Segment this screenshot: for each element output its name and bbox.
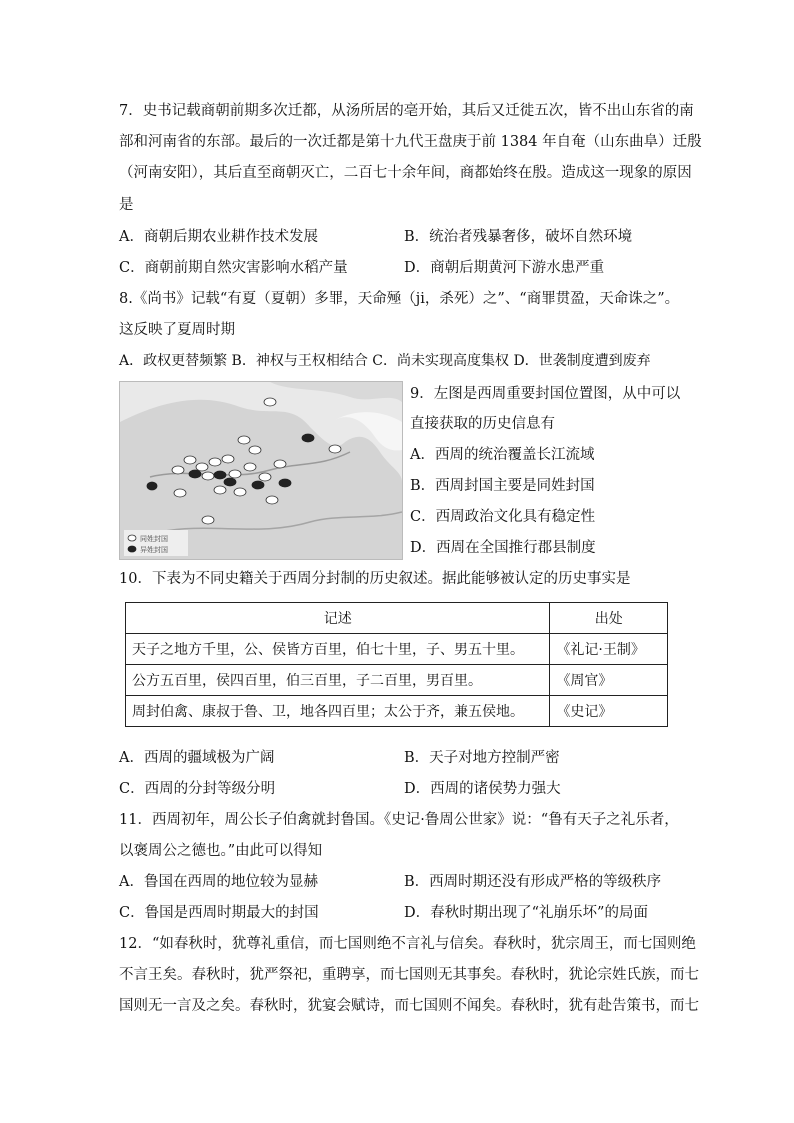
table-cell-source: 《周官》 [550, 665, 668, 696]
q11-option-c: C．鲁国是西周时期最大的封国 [119, 905, 319, 921]
q7-option-a: A．商朝后期农业耕作技术发展 [119, 229, 318, 245]
q10-option-d: D．西周的诸侯势力强大 [404, 781, 561, 797]
q9-line-1: 9．左图是西周重要封国位置图，从中可以 [410, 386, 681, 402]
q10-option-b: B．天子对地方控制严密 [404, 750, 560, 766]
q9-option-d: D．西周在全国推行郡县制度 [410, 540, 596, 556]
q12-line-3: 国则无一言及之矣。春秋时，犹宴会赋诗，而七国则不闻矣。春秋时，犹有赴告策书，而七 [119, 998, 699, 1014]
q11-line-2: 以褒周公之德也。”由此可以得知 [119, 843, 323, 859]
q12-line-1: 12．“如春秋时，犹尊礼重信，而七国则绝不言礼与信矣。春秋时，犹宗周王，而七国则绝 [119, 936, 696, 952]
map-legend [124, 530, 188, 556]
q7-line-4: 是 [119, 197, 134, 213]
q10-option-c: C．西周的分封等级分明 [119, 781, 276, 797]
q9-option-a: A．西周的统治覆盖长江流域 [410, 447, 595, 463]
q11-line-1: 11．西周初年，周公长子伯禽就封鲁国。《史记·鲁周公世家》说：“鲁有天子之礼乐者， [119, 812, 679, 828]
q9-option-c: C．西周政治文化具有稳定性 [410, 509, 596, 525]
table-cell-source: 《史记》 [550, 696, 668, 727]
q11-option-b: B．西周时期还没有形成严格的等级秩序 [404, 874, 662, 890]
q10-option-a: A．西周的疆域极为广阔 [119, 750, 275, 766]
map-graphic [120, 382, 402, 559]
table-cell-narrative: 周封伯禽、康叔于鲁、卫，地各四百里；太公于齐，兼五侯地。 [126, 696, 550, 727]
table-cell-narrative: 天子之地方千里，公、侯皆方百里，伯七十里，子、男五十里。 [126, 634, 550, 665]
q8-line-1: 8.《尚书》记载“有夏（夏朝）多罪，天命殛（ji，杀死）之”、“商罪贯盈，天命诛之”。 [119, 291, 680, 307]
q7-line-3: （河南安阳），其后直至商朝灭亡，二百七十余年间，商都始终在殷。造成这一现象的原因 [119, 165, 692, 181]
q7-option-c: C．商朝前期自然灾害影响水稻产量 [119, 260, 348, 276]
q10-stem: 10．下表为不同史籍关于西周分封制的历史叙述。据此能够被认定的历史事实是 [119, 571, 631, 587]
table-row [126, 634, 668, 665]
q8-line-2: 这反映了夏周时期 [119, 322, 235, 338]
legend-different-surname: 异姓封国 [140, 546, 168, 554]
q9-line-2: 直接获取的历史信息有 [410, 416, 555, 432]
q12-line-2: 不言王矣。春秋时，犹严祭祀，重聘享，而七国则无其事矣。春秋时，犹论宗姓氏族，而七 [119, 967, 699, 983]
table-header-row [126, 603, 668, 634]
q7-line-1: 7．史书记载商朝前期多次迁都，从汤所居的亳开始，其后又迁徙五次，皆不出山东省的南 [119, 103, 694, 119]
table-row [126, 665, 668, 696]
table-header-narrative: 记述 [126, 603, 550, 634]
q11-option-a: A．鲁国在西周的地位较为显赫 [119, 874, 318, 890]
western-zhou-fiefs-map [119, 381, 403, 560]
table-row [126, 696, 668, 727]
table-cell-narrative: 公方五百里，侯四百里，伯三百里，子二百里，男百里。 [126, 665, 550, 696]
q7-line-2: 部和河南省的东部。最后的一次迁都是第十九代王盘庚于前 1384 年自奄（山东曲阜）迁殷 [119, 134, 702, 150]
q9-option-b: B．西周封国主要是同姓封国 [410, 478, 595, 494]
q11-option-d: D．春秋时期出现了“礼崩乐坏”的局面 [404, 905, 648, 921]
zhou-enfeoffment-table [125, 602, 668, 727]
legend-same-surname: 同姓封国 [140, 535, 168, 543]
q7-option-b: B．统治者残暴奢侈，破坏自然环境 [404, 229, 633, 245]
table-header-source: 出处 [550, 603, 668, 634]
q8-options: A．政权更替频繁 B．神权与王权相结合 C．尚未实现高度集权 D．世袭制度遭到废弃 [119, 353, 651, 369]
table-cell-source: 《礼记·王制》 [550, 634, 668, 665]
q7-option-d: D．商朝后期黄河下游水患严重 [404, 260, 605, 276]
